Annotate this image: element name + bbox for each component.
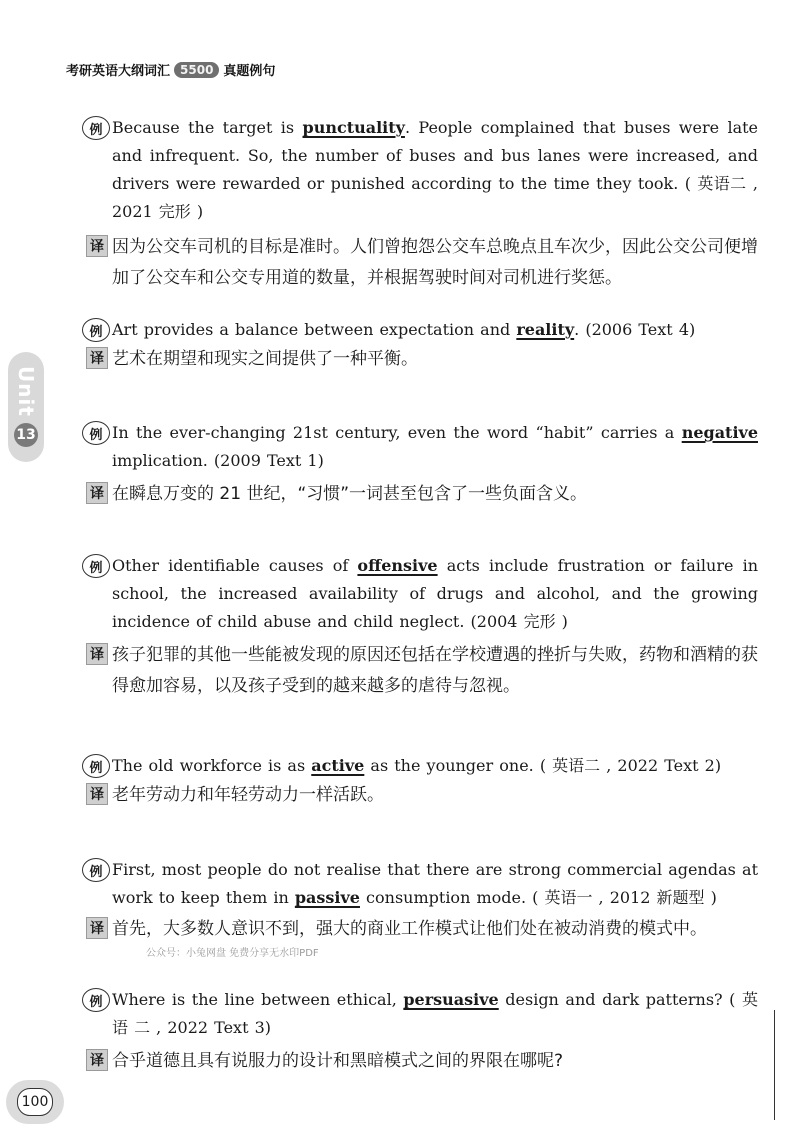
keyword: negative — [681, 423, 758, 442]
sentence-after: design and dark patterns? ( 英 语 二 , 2022 Text 3) — [112, 990, 758, 1037]
page-number-badge — [6, 1080, 64, 1124]
translation-icon: 译 — [86, 917, 108, 939]
sentence-before: In the ever-changing 21st century, even the word “habit” carries a — [112, 423, 682, 442]
example-sentence — [82, 752, 758, 780]
header-count-pill: 5500 — [174, 62, 219, 78]
header-title-prefix: 考研英语大纲词汇 — [66, 64, 171, 79]
example-block — [82, 856, 758, 945]
example-icon: 例 — [82, 754, 110, 778]
keyword: reality — [516, 320, 575, 339]
example-block — [82, 986, 758, 1077]
page-edge-line — [774, 1010, 775, 1120]
translation-icon: 译 — [86, 347, 108, 369]
sentence-after: . (2006 Text 4) — [574, 320, 696, 339]
keyword: passive — [294, 888, 360, 907]
example-sentence — [82, 316, 758, 344]
example-icon: 例 — [82, 421, 110, 445]
unit-side-tab — [8, 352, 44, 462]
translation-icon: 译 — [86, 482, 108, 504]
example-sentence — [82, 552, 758, 636]
translation-text: 合乎道德且具有说服力的设计和黑暗模式之间的界限在哪呢? — [112, 1051, 564, 1071]
sentence-after: acts include frustration or failure in school, the increased availability of drugs and alcohol, and the growing incidence of child abuse and child neglect. (2004 完形 ) — [112, 556, 758, 631]
translation — [82, 640, 758, 702]
sentence-before: Art provides a balance between expectation and — [112, 320, 517, 339]
sentence-before: The old workforce is as — [112, 756, 312, 775]
example-sentence — [82, 419, 758, 475]
example-block — [82, 114, 758, 294]
translation-text: 老年劳动力和年轻劳动力一样活跃。 — [112, 785, 384, 805]
example-block — [82, 552, 758, 702]
example-block — [82, 419, 758, 510]
example-icon: 例 — [82, 858, 110, 882]
sentence-after: . People complained that buses were late and infrequent. So, the number of buses and bus lanes were increased, and drivers were rewarded or punished according to the time they took. ( 英语二 , 2021 完形 ) — [112, 118, 759, 221]
keyword: punctuality — [302, 118, 405, 137]
translation-text: 孩子犯罪的其他一些能被发现的原因还包括在学校遭遇的挫折与失败，药物和酒精的获得愈加容易，以及孩子受到的越来越多的虐待与忽视。 — [112, 645, 758, 696]
translation-icon: 译 — [86, 783, 108, 805]
translation-text: 因为公交车司机的目标是准时。人们曾抱怨公交车总晚点且车次少，因此公交公司便增加了公交车和公交专用道的数量，并根据驾驶时间对司机进行奖惩。 — [112, 237, 758, 288]
watermark: 公众号：小兔网盘 免费分享无水印PDF — [146, 948, 319, 959]
keyword: active — [311, 756, 365, 775]
keyword: persuasive — [403, 990, 499, 1009]
translation-text: 在瞬息万变的 21 世纪，“习惯”一词甚至包含了一些负面含义。 — [112, 484, 588, 504]
example-block — [82, 316, 758, 375]
sentence-before: Because the target is — [112, 118, 303, 137]
translation — [82, 479, 758, 510]
sentence-before: First, most people do not realise that there are strong commercial agendas at work to keep them in — [112, 860, 758, 907]
translation-icon: 译 — [86, 1049, 108, 1071]
example-icon: 例 — [82, 554, 110, 578]
example-icon: 例 — [82, 318, 110, 342]
example-sentence — [82, 986, 758, 1042]
keyword: offensive — [357, 556, 438, 575]
translation-text: 艺术在期望和现实之间提供了一种平衡。 — [112, 349, 418, 369]
example-icon: 例 — [82, 988, 110, 1012]
example-block — [82, 752, 758, 811]
example-sentence — [82, 114, 758, 226]
translation — [82, 914, 758, 945]
sentence-before: Where is the line between ethical, — [112, 990, 404, 1009]
translation-icon: 译 — [86, 235, 108, 257]
example-sentence — [82, 856, 758, 912]
sentence-after: consumption mode. ( 英语一 , 2012 新题型 ) — [359, 888, 717, 907]
translation-icon: 译 — [86, 643, 108, 665]
page-number: 100 — [17, 1088, 53, 1116]
translation — [82, 232, 758, 294]
header-title-suffix: 真题例句 — [223, 64, 276, 79]
page-header — [66, 60, 275, 79]
sentence-after: as the younger one. ( 英语二 , 2022 Text 2) — [364, 756, 722, 775]
translation-text: 首先，大多数人意识不到，强大的商业工作模式让他们处在被动消费的模式中。 — [112, 919, 707, 939]
translation — [82, 1046, 758, 1077]
unit-label: Unit — [14, 366, 38, 417]
unit-number: 13 — [14, 423, 38, 447]
translation — [82, 780, 758, 811]
example-icon: 例 — [82, 116, 110, 140]
translation — [82, 344, 758, 375]
sentence-before: Other identifiable causes of — [112, 556, 358, 575]
sentence-after: implication. (2009 Text 1) — [112, 451, 324, 470]
